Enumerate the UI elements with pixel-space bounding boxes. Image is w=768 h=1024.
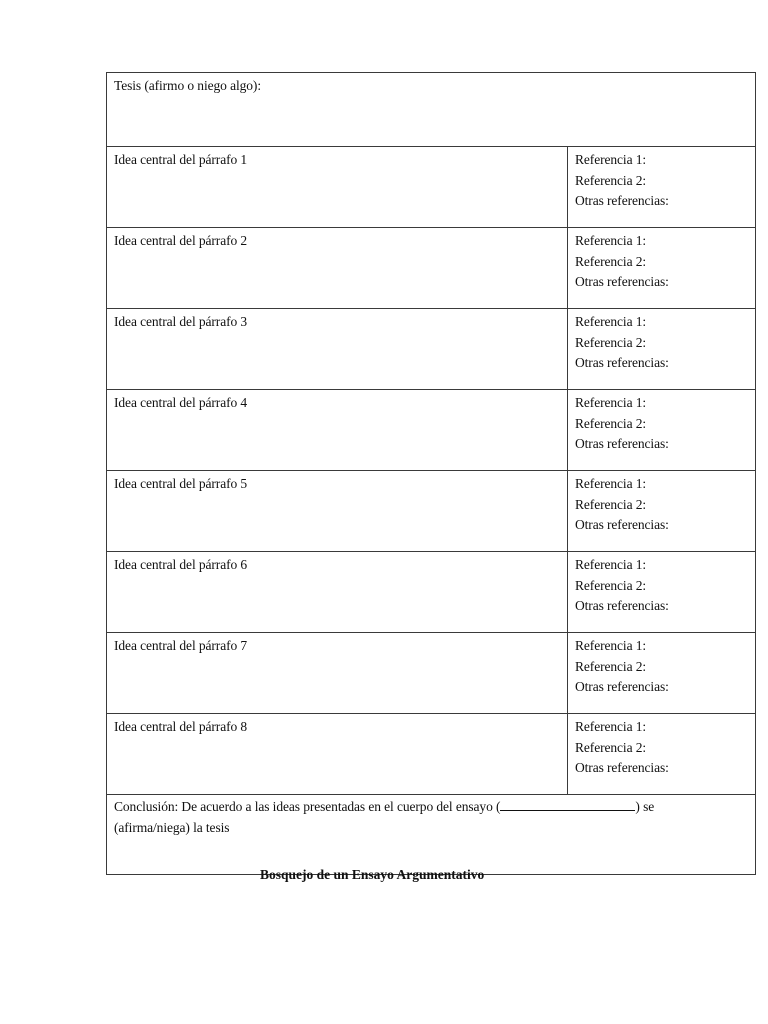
conclusion-row — [107, 795, 756, 875]
references-cell — [568, 714, 756, 795]
idea-cell — [107, 228, 568, 309]
reference-2-label: Referencia 2: — [575, 415, 647, 431]
paragraph-row — [107, 633, 756, 714]
other-references-label: Otras referencias: — [575, 760, 669, 775]
idea-cell — [107, 714, 568, 795]
other-references-label: Otras referencias: — [575, 274, 669, 289]
conclusion-text: Conclusión: De acuerdo a las ideas presentadas en el cuerpo del ensayo ( — [114, 799, 501, 814]
other-references-label: Otras referencias: — [575, 193, 669, 208]
reference-2-label: Referencia 2: — [575, 253, 647, 269]
references-cell — [568, 390, 756, 471]
paragraph-row — [107, 471, 756, 552]
reference-1-label: Referencia 1: — [575, 638, 647, 653]
conclusion-line-2: (afirma/niega) la tesis — [114, 819, 230, 835]
paragraph-row — [107, 552, 756, 633]
idea-cell — [107, 147, 568, 228]
references-cell — [568, 228, 756, 309]
idea-label: Idea central del párrafo 5 — [114, 476, 248, 491]
idea-label: Idea central del párrafo 4 — [114, 395, 248, 410]
idea-label: Idea central del párrafo 6 — [114, 557, 248, 572]
other-references-label: Otras referencias: — [575, 679, 669, 694]
idea-label: Idea central del párrafo 7 — [114, 638, 248, 653]
idea-label: Idea central del párrafo 2 — [114, 233, 248, 248]
references-cell — [568, 147, 756, 228]
reference-1-label: Referencia 1: — [575, 719, 647, 734]
reference-1-label: Referencia 1: — [575, 314, 647, 329]
thesis-label: Tesis (afirmo o niego algo): — [114, 78, 261, 93]
reference-2-label: Referencia 2: — [575, 334, 647, 350]
reference-2-label: Referencia 2: — [575, 739, 647, 755]
reference-1-label: Referencia 1: — [575, 233, 647, 248]
idea-cell — [107, 309, 568, 390]
reference-1-label: Referencia 1: — [575, 395, 647, 410]
thesis-cell — [107, 73, 756, 147]
idea-cell — [107, 471, 568, 552]
reference-2-label: Referencia 2: — [575, 577, 647, 593]
paragraph-row — [107, 714, 756, 795]
idea-label: Idea central del párrafo 1 — [114, 152, 248, 167]
other-references-label: Otras referencias: — [575, 436, 669, 451]
references-cell — [568, 471, 756, 552]
other-references-label: Otras referencias: — [575, 517, 669, 532]
other-references-label: Otras referencias: — [575, 598, 669, 613]
thesis-row — [107, 73, 756, 147]
paragraph-row — [107, 228, 756, 309]
references-cell — [568, 552, 756, 633]
references-cell — [568, 309, 756, 390]
reference-2-label: Referencia 2: — [575, 172, 647, 188]
conclusion-text-after: ) se — [635, 799, 655, 814]
idea-cell — [107, 390, 568, 471]
paragraph-row — [107, 390, 756, 471]
references-cell — [568, 633, 756, 714]
reference-1-label: Referencia 1: — [575, 476, 647, 491]
conclusion-blank-line — [500, 799, 635, 811]
other-references-label: Otras referencias: — [575, 355, 669, 370]
conclusion-cell — [107, 795, 756, 875]
reference-1-label: Referencia 1: — [575, 557, 647, 572]
idea-cell — [107, 552, 568, 633]
document-caption: Bosquejo de un Ensayo Argumentativo — [260, 867, 485, 882]
paragraph-row — [107, 309, 756, 390]
reference-2-label: Referencia 2: — [575, 658, 647, 674]
idea-label: Idea central del párrafo 8 — [114, 719, 248, 734]
paragraph-row — [107, 147, 756, 228]
reference-2-label: Referencia 2: — [575, 496, 647, 512]
idea-cell — [107, 633, 568, 714]
idea-label: Idea central del párrafo 3 — [114, 314, 248, 329]
essay-outline-table — [106, 72, 756, 875]
reference-1-label: Referencia 1: — [575, 152, 647, 167]
